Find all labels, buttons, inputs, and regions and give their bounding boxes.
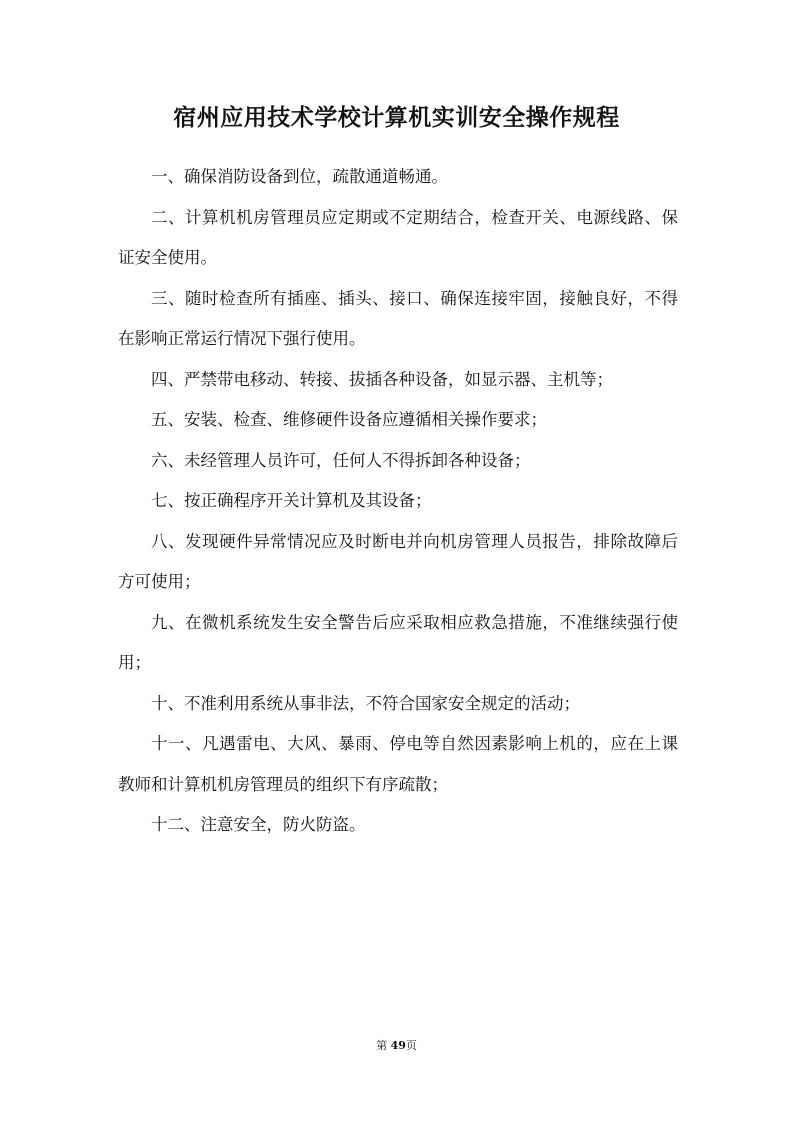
page-number-suffix: 页 [405,1039,417,1052]
rule-10: 十、不准利用系统从事非法，不符合国家安全规定的活动； [151,693,580,713]
rule-7: 七、按正确程序开关计算机及其设备； [151,491,432,510]
rule-8: 八、发现硬件异常情况应及时断电并向机房管理人员报告，排除故障后方可使用； [118,531,678,591]
page-footer [0,1038,793,1054]
rule-4: 四、严禁带电移动、转接、拔插各种设备，如显示器、主机等； [151,369,613,389]
rule-2: 二、计算机机房管理员应定期或不定期结合，检查开关、电源线路、保证安全使用。 [118,207,678,267]
rule-12: 十二、注意安全，防火防盗。 [151,815,366,834]
rule-1: 一、确保消防设备到位，疏散通道畅通。 [151,167,448,186]
rule-3: 三、随时检查所有插座、插头、接口、确保连接牢固，接触良好，不得在影响正常运行情况下强行使用。 [118,288,678,348]
page-title: 宿州应用技术学校计算机实训安全操作规程 [173,105,620,131]
rule-9: 九、在微机系统发生安全警告后应采取相应救急措施，不准继续强行使用； [118,612,678,672]
rule-5: 五、安装、检查、维修硬件设备应遵循相关操作要求； [151,410,547,429]
page-number: 49 [390,1039,406,1052]
rule-11: 十一、凡遇雷电、大风、暴雨、停电等自然因素影响上机的，应在上课教师和计算机机房管理员的组织下有序疏散； [118,734,678,794]
rule-6: 六、未经管理人员许可，任何人不得拆卸各种设备； [151,450,531,470]
page-number-prefix: 第 [376,1039,391,1052]
regulation-body [118,157,678,846]
